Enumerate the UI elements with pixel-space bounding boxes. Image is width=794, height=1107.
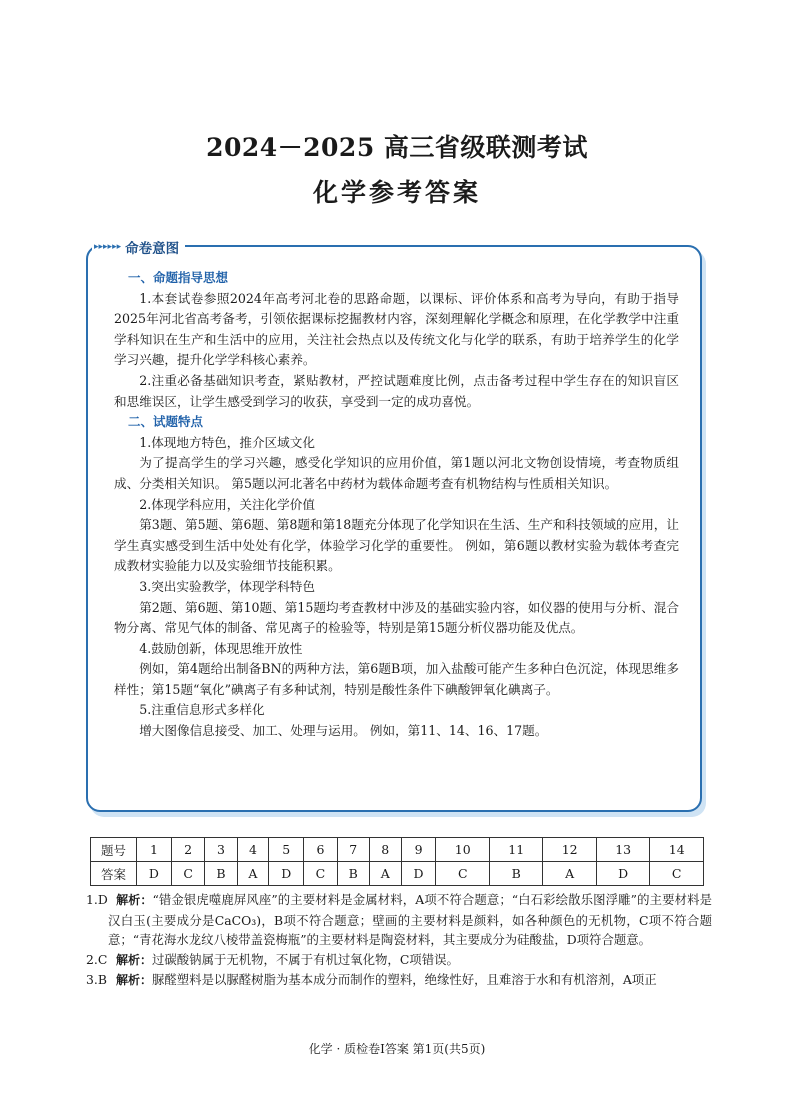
explanation-label: 解析： [116, 973, 153, 987]
question-number: 5 [269, 838, 304, 862]
feature-5-title: 5.注重信息形式多样化 [139, 702, 265, 718]
question-number: 10 [436, 838, 489, 862]
section-title-features: 二、试题特点 [128, 414, 204, 430]
answer-cell: D [596, 862, 649, 886]
exam-title: 2024－2025 高三省级联测考试 [206, 133, 588, 162]
answer-cell: B [489, 862, 542, 886]
question-number: 1 [137, 838, 172, 862]
feature-1-title: 1.体现地方特色，推介区域文化 [139, 434, 315, 450]
explanation-2-number: 2.C [86, 951, 108, 967]
explanation-2-text: 过碳酸钠属于无机物，不属于有机过氧化物，C项错误。 [152, 951, 459, 967]
question-number: 8 [369, 838, 401, 862]
intent-body [114, 268, 679, 742]
explanation-label: 解析： [116, 893, 153, 907]
feature-5-text: 增大图像信息接受、加工、处理与运用。 例如，第11、14、16、17题。 [139, 723, 548, 739]
feature-3-text: 第2题、第6题、第10题、第15题均考查教材中涉及的基础实验内容，如仪器的使用与分析、混合物分离、常见气体的制备、常见离子的检验等，特别是第15题分析仪器功能及优点。 [114, 599, 679, 636]
explanation-3-text: 脲醛塑料是以脲醛树脂为基本成分而制作的塑料，绝缘性好，且难溶于水和有机溶剂，A项正 [152, 972, 657, 987]
explanation-1-text: “错金银虎噬鹿屏风座”的主要材料是金属材料，A项不符合题意；“白石彩绘散乐图浮雕”的主要材料是汉白玉(主要成分是CaCO₃)，B项不符合题意；壁画的主要材料是颜料，如各种颜色的无机物，C项不符合题意；“青花海水龙纹八棱带盖瓷梅瓶”的主要材料是陶瓷材料，其主要成分为硅酸盐，D项符合题意。 [108, 892, 712, 947]
feature-3-title: 3.突出实验教学，体现学科特色 [139, 578, 315, 594]
question-number: 11 [489, 838, 542, 862]
answer-row [91, 862, 704, 886]
intent-header [92, 237, 185, 257]
explanation-2 [86, 950, 712, 971]
guideline-paragraph-2: 2.注重必备基础知识考查，紧贴教材，严控试题难度比例，点击备考过程中学生存在的知识盲区和思维误区，让学生感受到学习的收获，享受到一定的成功喜悦。 [114, 372, 679, 409]
explanation-1-number: 1.D [86, 892, 108, 907]
question-number: 4 [237, 838, 269, 862]
row-header-answer: 答案 [91, 862, 137, 886]
answer-cell: C [436, 862, 489, 886]
intent-label: 命卷意图 [125, 241, 180, 257]
answer-cell: D [137, 862, 172, 886]
question-number: 7 [337, 838, 369, 862]
answer-cell: A [543, 862, 596, 886]
answer-cell: C [650, 862, 704, 886]
explanation-3 [86, 970, 712, 991]
answer-cell: D [401, 862, 436, 886]
question-number: 3 [205, 838, 237, 862]
feature-4-text: 例如，第4题给出制备BN的两种方法，第6题B项，加入盐酸可能产生多种白色沉淀，体现思维多样性；第15题“氧化”碘离子有多种试剂，特别是酸性条件下碘酸钾氧化碘离子。 [114, 661, 679, 697]
feature-1-text: 为了提高学生的学习兴趣，感受化学知识的应用价值，第1题以河北文物创设情境，考查物质组成、分类相关知识。 第5题以河北著名中药材为载体命题考查有机物结构与性质相关知识。 [114, 455, 679, 491]
row-header-question: 题号 [91, 838, 137, 862]
section-title-guideline: 一、命题指导思想 [128, 270, 229, 285]
page-footer: 化学 · 质检卷Ⅰ答案 第1页(共5页) [308, 1042, 486, 1056]
answer-key-title: 化学参考答案 [312, 178, 481, 207]
question-number: 13 [596, 838, 649, 862]
explanation-1 [86, 890, 712, 950]
arrow-decoration-icon: ▸▸▸▸▸▸ [94, 242, 122, 252]
question-number: 14 [650, 838, 704, 862]
answer-cell: B [337, 862, 369, 886]
guideline-paragraph-1: 1.本套试卷参照2024年高考河北卷的思路命题，以课标、评价体系和高考为导向，有助于指导2025年河北省高考备考，引领依据课标挖掘教材内容，深刻理解化学概念和原理，在化学教学中注重学科知识在生产和生活中的应用，关注社会热点以及传统文化与化学的联系，有助于培养学生的化学学习兴趣，提升化学学科核心素养。 [114, 290, 679, 368]
feature-2-text: 第3题、第5题、第6题、第8题和第18题充分体现了化学知识在生活、生产和科技领域的应用，让学生真实感受到生活中处处有化学，体验学习化学的重要性。 例如，第6题以教材实验为载体考查完成教材实验能力以及实验细节技能积累。 [114, 517, 679, 574]
feature-2-title: 2.体现学科应用，关注化学价值 [139, 496, 315, 512]
explanation-3-number: 3.B [86, 972, 107, 987]
answer-cell: C [304, 862, 337, 886]
answer-cell: A [237, 862, 269, 886]
explanations [86, 890, 712, 991]
answer-cell: B [205, 862, 237, 886]
answer-cell: A [369, 862, 401, 886]
question-number: 9 [401, 838, 436, 862]
answer-table [90, 837, 704, 886]
question-number: 6 [304, 838, 337, 862]
answer-cell: C [171, 862, 204, 886]
explanation-label: 解析： [116, 952, 153, 967]
feature-4-title: 4.鼓励创新，体现思维开放性 [139, 640, 303, 656]
answer-cell: D [269, 862, 304, 886]
question-number-row [91, 838, 704, 862]
question-number: 2 [171, 838, 204, 862]
question-number: 12 [543, 838, 596, 862]
